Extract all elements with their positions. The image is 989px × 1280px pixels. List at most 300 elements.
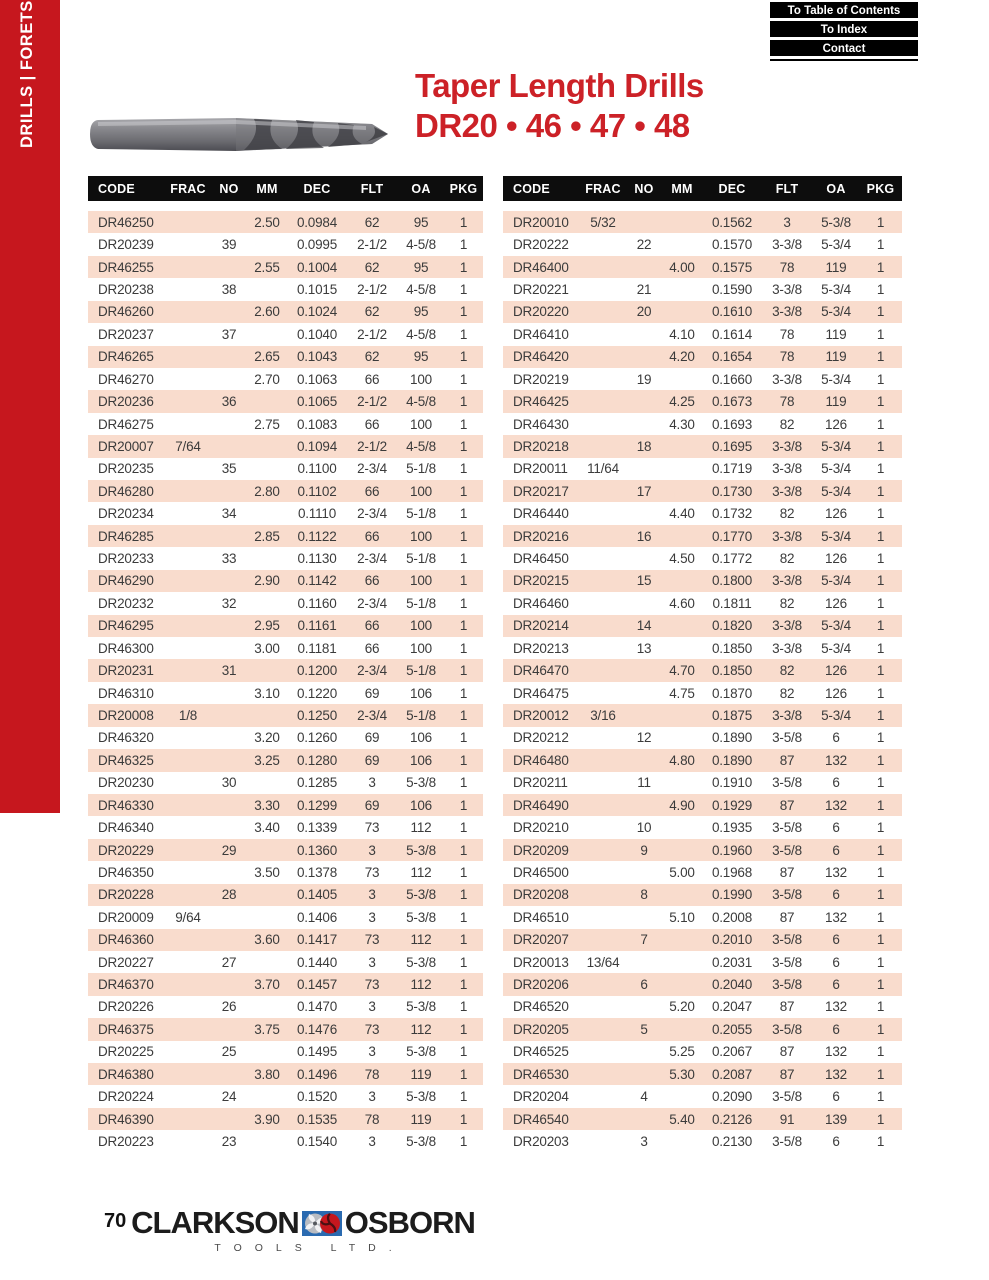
table-cell: DR46290	[98, 573, 154, 589]
table-cell: 1	[459, 371, 468, 387]
table-row	[88, 278, 483, 300]
table-cell: 1	[876, 932, 885, 948]
table-cell: 0.1122	[297, 528, 337, 544]
table-cell: DR20217	[513, 483, 569, 499]
table-cell: 6	[832, 954, 840, 970]
table-row	[503, 570, 902, 592]
table-cell: 87	[779, 797, 795, 813]
table-cell: 0.1660	[711, 371, 753, 387]
sidebar-drills-tab	[0, 0, 60, 813]
table-cell: 1	[876, 214, 885, 230]
table-cell: 2-1/2	[357, 237, 387, 253]
table-cell: DR46280	[98, 483, 154, 499]
table-cell: DR20010	[513, 214, 569, 230]
table-row	[88, 592, 483, 614]
table-cell: 1	[459, 1021, 468, 1037]
brand-clarkson: CLARKSON	[131, 1205, 299, 1240]
table-cell: 1	[459, 887, 468, 903]
table-cell: 87	[779, 999, 795, 1015]
table-cell: DR46470	[513, 663, 569, 679]
table-cell: 1	[876, 326, 885, 342]
table-cell: 100	[410, 528, 432, 544]
table-cell: 4-5/8	[406, 237, 436, 253]
table-cell: 0.2067	[711, 1044, 753, 1060]
table-cell: 126	[825, 551, 847, 567]
table-cell: 0.1160	[297, 595, 337, 611]
table-row	[503, 211, 902, 233]
table-cell: 0.1250	[296, 707, 338, 723]
table-cell: 5-3/4	[821, 640, 851, 656]
table-cell: 0.1406	[296, 909, 338, 925]
table-cell: 2-3/4	[357, 707, 387, 723]
table-cell: 4.25	[669, 394, 695, 410]
brand-logo	[131, 1205, 475, 1254]
table-cell: 3-3/8	[772, 304, 802, 320]
table-cell: 4.20	[669, 349, 695, 365]
table-cell: 1	[876, 1089, 885, 1105]
table-row	[88, 413, 483, 435]
table-cell: 3.20	[254, 730, 280, 746]
table-cell: 119	[825, 349, 847, 365]
table-cell: DR46475	[513, 685, 569, 701]
table-cell: 5-3/4	[821, 371, 851, 387]
table-cell: 0.1875	[711, 707, 753, 723]
table-cell: 0.1732	[711, 506, 753, 522]
table-cell: 0.1130	[297, 551, 337, 567]
table-cell: 0.1590	[711, 281, 753, 297]
table-row	[503, 861, 902, 883]
table-cell: DR46440	[513, 506, 569, 522]
table-cell: 15	[636, 573, 652, 589]
table-cell: DR20224	[98, 1089, 154, 1105]
table-cell: 16	[636, 528, 652, 544]
table-cell: 1	[459, 775, 468, 791]
table-cell: 0.1820	[711, 618, 753, 634]
table-row	[88, 772, 483, 794]
table-cell: DR46500	[513, 864, 569, 880]
table-cell: 119	[410, 1111, 432, 1127]
table-cell: 3	[368, 842, 376, 858]
table-row	[503, 256, 902, 278]
table-cell: DR20009	[98, 909, 154, 925]
table-cell: 3-5/8	[772, 1134, 802, 1149]
table-cell: 1	[876, 730, 885, 746]
table-cell: DR20239	[98, 237, 154, 253]
table-cell: 3.40	[254, 820, 280, 836]
table-cell: DR20237	[98, 326, 154, 342]
table-cell: 1	[876, 663, 885, 679]
table-cell: 0.1299	[296, 797, 338, 813]
table-cell: 0.1968	[711, 864, 753, 880]
table-row	[503, 458, 902, 480]
page-title-line2: DR20 • 46 • 47 • 48	[415, 107, 690, 144]
table-cell: DR46275	[98, 416, 154, 432]
table-cell: 112	[410, 1021, 432, 1037]
table-row	[88, 861, 483, 883]
table-cell: 4.60	[669, 595, 695, 611]
table-cell: 0.2031	[711, 954, 753, 970]
table-row	[88, 368, 483, 390]
table-cell: 3-5/8	[772, 842, 802, 858]
table-cell: 112	[410, 932, 432, 948]
table-cell: 1	[876, 506, 885, 522]
table-cell: 2.50	[254, 214, 280, 230]
table-cell: DR46460	[513, 595, 569, 611]
table-cell: 2.95	[254, 618, 280, 634]
table-cell: 4	[640, 1089, 648, 1105]
table-cell: 11	[637, 775, 651, 791]
table-cell: 5-1/8	[406, 595, 436, 611]
table-cell: DR20214	[513, 618, 569, 634]
table-cell: 31	[221, 663, 237, 679]
table-cell: DR20215	[513, 573, 569, 589]
table-cell: 4.90	[669, 797, 695, 813]
table-cell: 1	[459, 349, 468, 365]
table-cell: DR20207	[513, 932, 569, 948]
table-cell: 73	[364, 820, 380, 836]
table-cell: 1	[876, 371, 885, 387]
table-cell: 78	[779, 349, 795, 365]
table-cell: DR20206	[513, 977, 569, 993]
nav-contact-button[interactable]: Contact	[770, 40, 918, 56]
table-row	[503, 278, 902, 300]
table-cell: 6	[832, 730, 840, 746]
table-cell: 3-3/8	[772, 640, 802, 656]
table-row	[503, 772, 902, 794]
table-cell: DR20223	[98, 1134, 154, 1149]
table-cell: 1	[876, 707, 885, 723]
table-cell: 82	[779, 416, 795, 432]
table-cell: 1	[876, 640, 885, 656]
table-cell: 0.1890	[711, 730, 753, 746]
table-cell: DR20203	[513, 1134, 569, 1149]
table-cell: 1	[459, 752, 468, 768]
table-cell: 1	[876, 237, 885, 253]
table-cell: 0.1730	[711, 483, 753, 499]
table-cell: 106	[410, 730, 432, 746]
table-cell: DR20209	[513, 842, 569, 858]
table-cell: 3-5/8	[772, 954, 802, 970]
table-cell: 0.1654	[711, 349, 753, 365]
table-cell: 0.1496	[296, 1066, 338, 1082]
table-cell: 1	[876, 573, 885, 589]
table-cell: 3.75	[254, 1021, 280, 1037]
table-cell: 119	[825, 259, 847, 275]
table-cell: 2.90	[254, 573, 280, 589]
table-cell: 6	[832, 1089, 840, 1105]
table-cell: 5-1/8	[406, 461, 436, 477]
table-cell: 0.2126	[711, 1111, 753, 1127]
table-cell: 100	[410, 416, 432, 432]
table-cell: 0.1280	[296, 752, 338, 768]
table-cell: 1	[876, 281, 885, 297]
column-header: MM	[671, 181, 693, 196]
table-cell: DR46525	[513, 1044, 569, 1060]
table-cell: 3-3/8	[772, 707, 802, 723]
table-cell: 6	[832, 977, 840, 993]
table-row	[88, 951, 483, 973]
table-cell: 69	[364, 685, 380, 701]
table-cell: DR46360	[98, 932, 154, 948]
column-header: CODE	[513, 181, 550, 196]
nav-to-index-button[interactable]: To Index	[770, 21, 918, 37]
table-cell: 73	[364, 932, 380, 948]
table-cell: 3	[640, 1134, 648, 1149]
table-cell: 0.1850	[711, 663, 753, 679]
table-row	[503, 390, 902, 412]
table-cell: DR20233	[98, 551, 154, 567]
table-row	[503, 704, 902, 726]
table-cell: 1	[876, 304, 885, 320]
table-cell: 119	[825, 326, 847, 342]
table-cell: 3.00	[254, 640, 280, 656]
table-cell: 4-5/8	[406, 281, 436, 297]
table-cell: 2-3/4	[357, 461, 387, 477]
table-cell: 0.1440	[296, 954, 338, 970]
table-body	[88, 211, 483, 1153]
table-cell: 100	[410, 371, 432, 387]
table-cell: 3-5/8	[772, 977, 802, 993]
table-cell: DR46375	[98, 1021, 154, 1037]
table-cell: 3	[368, 1134, 376, 1149]
table-row	[503, 929, 902, 951]
table-cell: DR20218	[513, 438, 569, 454]
table-cell: 0.1102	[297, 483, 337, 499]
table-cell: 0.0984	[296, 214, 338, 230]
nav-rule	[770, 59, 918, 61]
table-cell: 1	[876, 259, 885, 275]
table-cell: 0.2040	[711, 977, 753, 993]
column-header: DEC	[303, 181, 331, 196]
table-cell: DR20216	[513, 528, 569, 544]
table-cell: 0.2008	[711, 909, 753, 925]
table-cell: 1	[876, 1134, 885, 1149]
table-row	[88, 884, 483, 906]
table-cell: 0.0995	[296, 237, 338, 253]
table-cell: 2-3/4	[357, 506, 387, 522]
table-cell: 69	[364, 797, 380, 813]
table-cell: DR20231	[98, 663, 154, 679]
table-cell: 3-3/8	[772, 438, 802, 454]
table-cell: 23	[221, 1134, 237, 1149]
table-cell: 3-5/8	[772, 775, 802, 791]
table-cell: 2.80	[254, 483, 280, 499]
table-row	[503, 592, 902, 614]
table-row	[88, 570, 483, 592]
table-cell: 66	[364, 416, 380, 432]
table-cell: DR46320	[98, 730, 154, 746]
table-cell: 1	[876, 842, 885, 858]
table-row	[503, 1108, 902, 1130]
table-cell: 0.1535	[296, 1111, 338, 1127]
table-cell: 3-3/8	[772, 371, 802, 387]
table-row	[503, 547, 902, 569]
table-cell: 132	[825, 797, 847, 813]
table-cell: 11/64	[587, 461, 619, 477]
table-cell: 66	[364, 528, 380, 544]
table-cell: 12	[636, 730, 652, 746]
table-cell: DR20230	[98, 775, 154, 791]
column-header: FLT	[360, 181, 384, 196]
table-row	[503, 659, 902, 681]
table-row	[503, 615, 902, 637]
table-cell: 2.60	[254, 304, 280, 320]
table-cell: 6	[640, 977, 648, 993]
table-row	[88, 839, 483, 861]
table-row	[503, 413, 902, 435]
table-cell: 0.1520	[296, 1089, 338, 1105]
table-cell: 17	[636, 483, 652, 499]
table-cell: 132	[825, 864, 847, 880]
table-cell: 2.65	[254, 349, 280, 365]
table-cell: 0.1693	[711, 416, 753, 432]
table-cell: 1	[459, 1134, 468, 1149]
table-cell: 119	[825, 394, 847, 410]
table-cell: 34	[221, 506, 237, 522]
table-cell: 22	[636, 237, 652, 253]
table-row	[88, 1018, 483, 1040]
table-cell: 1	[459, 326, 468, 342]
table-cell: DR46310	[98, 685, 154, 701]
table-cell: 38	[221, 281, 237, 297]
table-cell: 1	[459, 1044, 468, 1060]
table-row	[88, 794, 483, 816]
table-row	[88, 1085, 483, 1107]
table-row	[88, 906, 483, 928]
drill-table-right	[503, 176, 902, 1153]
table-cell: 37	[221, 326, 237, 342]
table-cell: 100	[410, 618, 432, 634]
table-cell: 1	[876, 551, 885, 567]
column-header: NO	[219, 181, 239, 196]
table-cell: 3-5/8	[772, 730, 802, 746]
table-cell: 1	[459, 259, 468, 275]
table-row	[503, 839, 902, 861]
table-cell: 0.1065	[296, 394, 338, 410]
table-row	[503, 749, 902, 771]
table-row	[503, 816, 902, 838]
table-row	[503, 996, 902, 1018]
table-cell: DR46430	[513, 416, 569, 432]
table-cell: DR46370	[98, 977, 154, 993]
table-row	[503, 1018, 902, 1040]
table-cell: 1	[459, 820, 468, 836]
nav-to-toc-button[interactable]: To Table of Contents	[770, 2, 918, 18]
table-cell: 0.1870	[711, 685, 753, 701]
table-cell: 3.80	[254, 1066, 280, 1082]
table-cell: 1	[876, 909, 885, 925]
table-cell: 1	[876, 1044, 885, 1060]
table-cell: DR46420	[513, 349, 569, 365]
table-cell: 0.1100	[297, 461, 337, 477]
table-cell: 112	[410, 820, 432, 836]
table-cell: 2-1/2	[357, 326, 387, 342]
table-row	[88, 1063, 483, 1085]
table-row	[503, 794, 902, 816]
table-cell: 19	[636, 371, 652, 387]
table-cell: 5-1/8	[406, 663, 436, 679]
table-cell: 0.1570	[711, 237, 753, 253]
table-cell: 1	[459, 214, 468, 230]
table-row	[503, 906, 902, 928]
table-cell: 3-5/8	[772, 887, 802, 903]
table-cell: 29	[221, 842, 237, 858]
table-cell: DR46530	[513, 1066, 569, 1082]
table-cell: 5-3/8	[406, 1089, 436, 1105]
table-row	[88, 659, 483, 681]
table-cell: 5.30	[669, 1066, 695, 1082]
table-cell: 5.40	[669, 1111, 695, 1127]
table-cell: 95	[413, 349, 429, 365]
table-row	[503, 1041, 902, 1063]
table-cell: 5.20	[669, 999, 695, 1015]
drill-bit-image	[86, 106, 390, 162]
table-cell: 1	[876, 461, 885, 477]
table-cell: 100	[410, 483, 432, 499]
table-cell: 126	[825, 595, 847, 611]
brand-subtitle: TOOLS LTD.	[214, 1242, 405, 1254]
table-cell: 0.1200	[296, 663, 338, 679]
table-row	[503, 368, 902, 390]
table-cell: 3	[368, 909, 376, 925]
table-cell: DR20228	[98, 887, 154, 903]
table-cell: 4.80	[669, 752, 695, 768]
table-cell: DR46490	[513, 797, 569, 813]
table-cell: 1	[876, 438, 885, 454]
table-row	[503, 480, 902, 502]
table-cell: 3-5/8	[772, 1089, 802, 1105]
table-cell: 9/64	[175, 909, 201, 925]
table-cell: 6	[832, 932, 840, 948]
table-cell: 5-3/4	[821, 281, 851, 297]
table-cell: 1	[876, 999, 885, 1015]
table-cell: 3-3/8	[772, 618, 802, 634]
table-cell: DR46285	[98, 528, 154, 544]
table-cell: 132	[825, 1044, 847, 1060]
top-nav	[770, 2, 918, 61]
table-cell: 33	[221, 551, 237, 567]
table-cell: 5-3/8	[406, 887, 436, 903]
table-cell: DR20219	[513, 371, 569, 387]
table-cell: 1	[459, 707, 468, 723]
table-cell: 6	[832, 1134, 840, 1149]
table-cell: DR46255	[98, 259, 154, 275]
page-number: 70	[104, 1210, 127, 1232]
table-cell: 106	[410, 797, 432, 813]
table-cell: 2-3/4	[357, 551, 387, 567]
table-cell: 1	[459, 573, 468, 589]
table-cell: 95	[413, 304, 429, 320]
table-cell: 0.1285	[296, 775, 338, 791]
table-cell: DR20013	[513, 954, 569, 970]
table-cell: 3	[368, 1044, 376, 1060]
table-cell: 4.50	[669, 551, 695, 567]
table-cell: 0.1540	[296, 1134, 338, 1149]
table-cell: 126	[825, 506, 847, 522]
table-cell: 20	[636, 304, 652, 320]
table-cell: DR46325	[98, 752, 154, 768]
table-cell: DR20205	[513, 1021, 569, 1037]
table-cell: DR20225	[98, 1044, 154, 1060]
table-cell: DR46265	[98, 349, 154, 365]
table-cell: DR46450	[513, 551, 569, 567]
table-row	[88, 704, 483, 726]
table-cell: 3	[368, 1089, 376, 1105]
table-cell: 132	[825, 752, 847, 768]
table-cell: 5-3/4	[821, 528, 851, 544]
table-cell: 1/8	[178, 707, 198, 723]
table-cell: 112	[410, 977, 432, 993]
